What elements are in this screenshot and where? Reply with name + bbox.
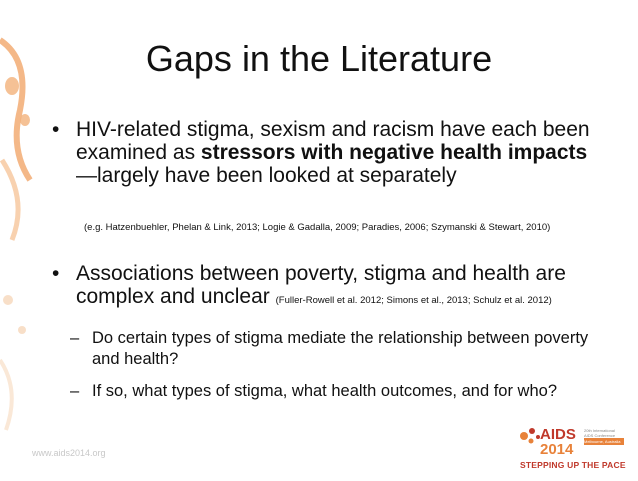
sub-bullet-marker: –: [70, 382, 80, 400]
bullet-1-text: [76, 118, 606, 187]
logo-conference-line3: Melbourne, Australia: [584, 438, 624, 445]
bullet-1-citation: (e.g. Hatzenbuehler, Phelan & Link, 2013; Logie & Gadalla, 2009; Paradies, 2006; Szymanski & Stewart, 2010): [84, 222, 551, 233]
logo-conference-line1: 20th International: [584, 428, 615, 433]
logo-year: 2014: [540, 441, 574, 458]
sub-bullet-1-text: Do certain types of stigma mediate the relationship between poverty and health?: [92, 329, 589, 368]
sub-bullet-2-text: If so, what types of stigma, what health outcomes, and for who?: [92, 382, 557, 400]
logo-conference-line2: AIDS Conference: [584, 433, 616, 438]
bullet-1-bold-text: stressors with negative health impacts: [200, 141, 588, 164]
bullet-1-text-b: —largely have been looked at separately: [76, 164, 457, 187]
bullet-marker: •: [52, 262, 60, 285]
aids-2014-logo: [518, 424, 628, 476]
bullet-2-citation: (Fuller-Rowell et al. 2012; Simons et al., 2013; Schulz et al. 2012): [275, 295, 552, 306]
logo-tagline: STEPPING UP THE PACE: [520, 460, 626, 470]
footer-url: www.aids2014.org: [32, 448, 106, 458]
bullet-marker: •: [52, 118, 60, 141]
bullet-1-text-a: HIV-related stigma, sexism and racism have each been examined as: [76, 118, 590, 164]
bullet-2-text: [76, 262, 606, 308]
bullet-2-main-text: Associations between poverty, stigma and health are complex and unclear: [76, 262, 566, 308]
sub-bullet-marker: –: [70, 329, 80, 347]
logo-name: AIDS: [540, 426, 576, 443]
slide-title: Gaps in the Literature: [145, 38, 493, 79]
